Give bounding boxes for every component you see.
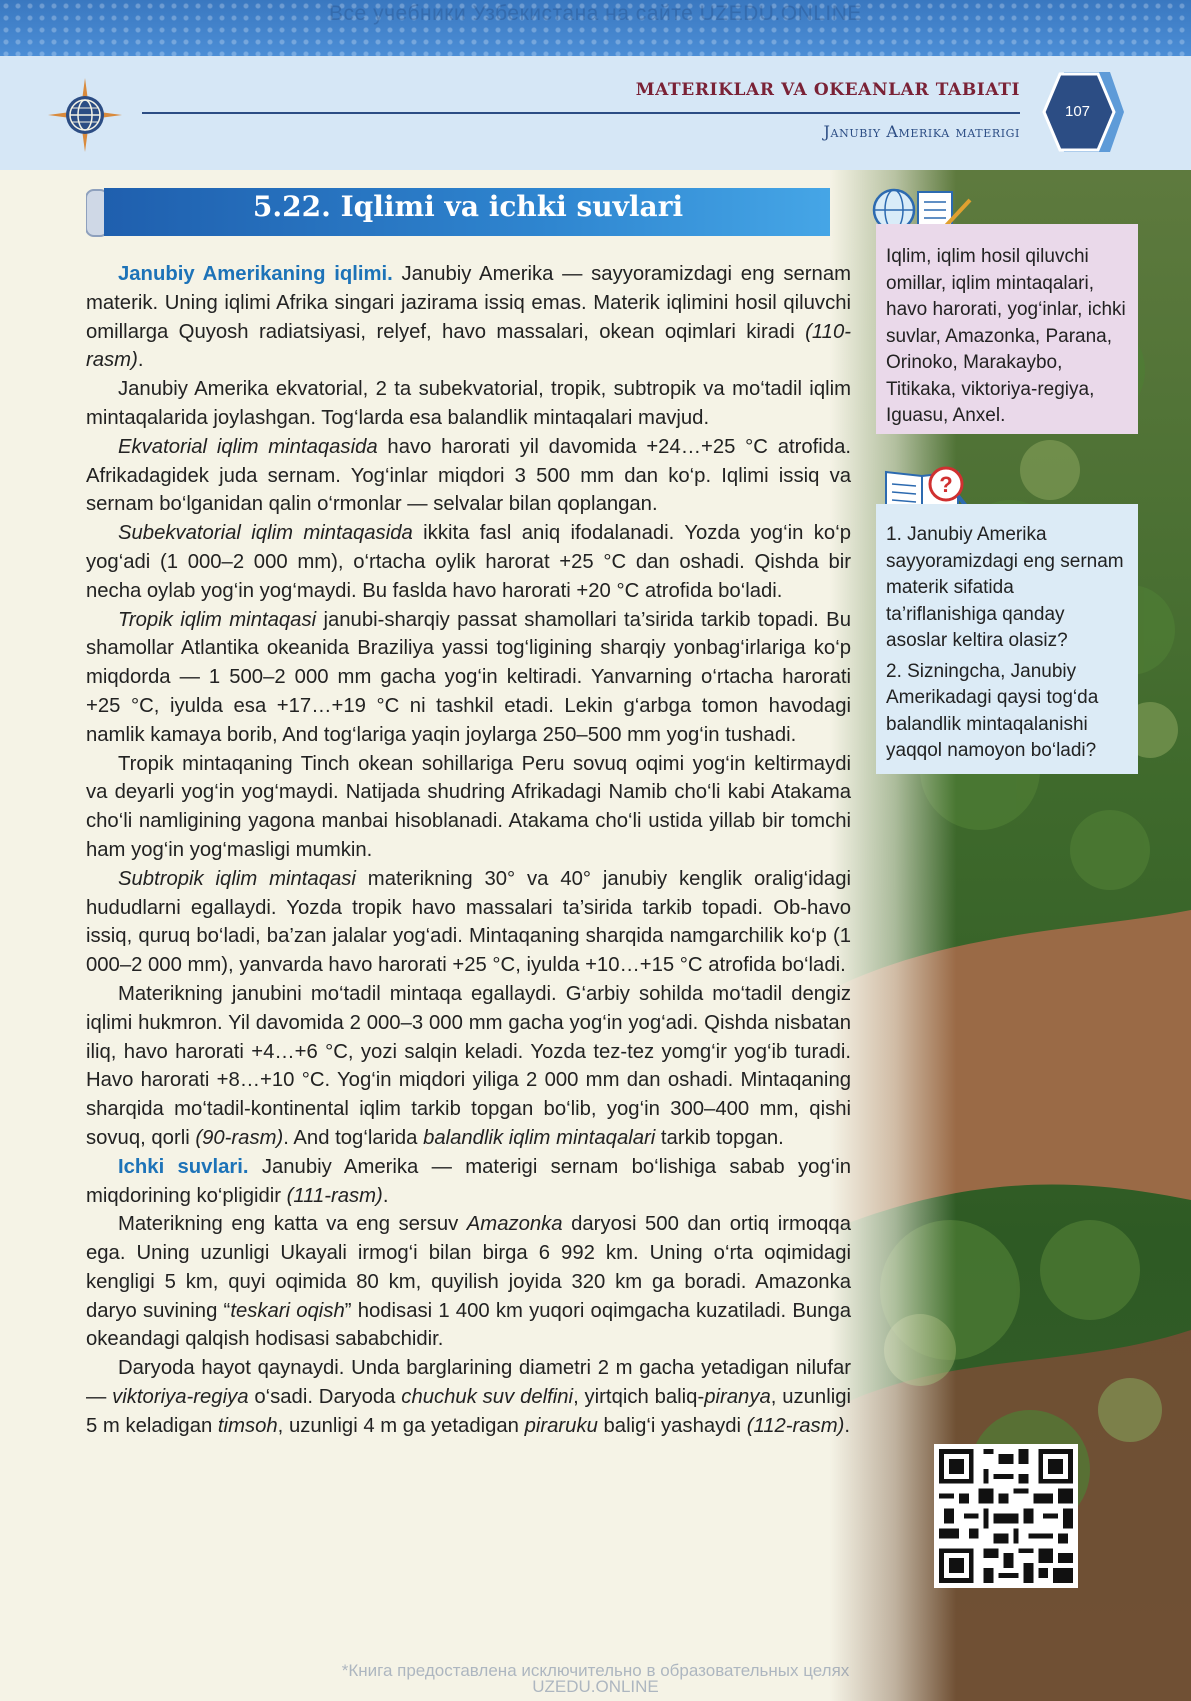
paragraph: Ekvatorial iqlim mintaqasida havo harorati yil davomida +24…+25 °C atrofida. Afrikadagidek juda sernam. Yog‘inlar miqdori 3 500 mm dan ko‘p. Iqlimi issiq va sernam bo‘lganidan qalin o‘rmonlar — selvalar bilan qoplangan. [86,435,851,516]
keywords-box [876,224,1138,434]
paragraph: Janubiy Amerika ekvatorial, 2 ta subekvatorial, tropik, subtropik va mo‘tadil iqlim mintaqalarida joylashgan. Tog‘larda esa balandlik mintaqalari mavjud. [86,378,851,429]
keywords-text: Iqlim, iqlim hosil qiluvchi omillar, iqlim mintaqalari, havo harorati, yog‘inlar, ichki suvlar, Amazonka, Parana, Orinoko, Marakaybo, Titikaka, viktoriya-regiya, Iguasu, Anxel. [886,246,1126,426]
qr-code[interactable] [934,1444,1078,1588]
inland-waters-heading: Ichki suvlari. [118,1155,249,1178]
paragraph: Materikning janubini mo‘tadil mintaqa egallaydi. G‘arbiy sohilda mo‘tadil dengiz iqlimi hukmron. Yil davomida 2 000–3 000 mm gacha yog‘in yog‘adi. Qishda nisbatan iliq, havo harorati +4…+6 °C, yozi salqin keladi. Yozda tez-tez yomg‘ir yog‘ib turadi. Havo harorati +8…+10 °C. Yog‘in miqdori yiliga 2 000 mm dan oshadi. Mintaqaning sharqida mo‘tadil-kontinental iqlim tarkib topgan bo‘lib, yog‘in 300–400 mm, qishi sovuq, qorli (90-rasm). And tog‘larida balandlik iqlim mintaqalari tarkib topgan. [86,982,851,1149]
header-divider [142,112,1020,114]
paragraph: Tropik mintaqaning Tinch okean sohillariga Peru sovuq oqimi yog‘in keltirmaydi va deyarli yog‘in yog‘maydi. Natijada shudring Afrikadagi Namib cho‘li kabi Atakama cho‘li namligining yagona manbai hisoblanadi. Atakama cho‘li ustida yillab bir tomchi ham yog‘in yog‘masligi mumkin. [86,752,851,861]
svg-text:?: ? [939,472,953,497]
paragraph: Daryoda hayot qaynaydi. Unda barglarining diametri 2 m gacha yetadigan nilufar — viktoriya-regiya o‘sadi. Daryoda chuchuk suv delfini, yirtqich baliq-piranya, uzunligi 5 m keladigan timsoh, uzunligi 4 m ga yetadigan piraruku balig‘i yashaydi (112-rasm). [86,1357,851,1437]
paragraph: Tropik iqlim mintaqasi janubi-sharqiy passat shamollari ta’sirida tarkib topadi. Bu shamollar Atlantika okeanida Braziliya yassi tog‘ligining sharqiy yonbag‘irlariga ko‘p miqdorda — 1 500–2 000 mm gacha yog‘in keltiradi. Yanvarning o‘rtacha harorati +25 °C, iyulda esa +17…+19 °C ni tashkil etadi. Lekin g‘arbga tomon havodagi namlik kamaya borib, And tog‘lariga yaqin joylarga 250–500 mm yog‘in tushadi. [86,608,851,746]
paragraph: Materikning eng katta va eng sersuv Amazonka daryosi 500 dan ortiq irmoqqa ega. Uning uzunligi Ukayali irmog‘i bilan birga 6 992 km. Uning o‘rta oqimidagi kengligi 5 km, quyi oqimida 80 km, quyilish joyida 320 km ga boradi. Amazonka daryo suvining “teskari oqish” hodisasi 1 400 km yuqori oqimgacha kuzatiladi. Bunga okeandagi qalqish hodisasi sababchidir. [86,1213,852,1351]
paragraph: Subtropik iqlim mintaqasi materikning 30° va 40° janubiy kenglik oralig‘idagi hududlarni egallaydi. Yozda tropik havo massalari ta’sirida tarkib topadi. Ob-havo issiq, quruq bo‘ladi, ba’zan jalalar yog‘adi. Mintaqaning sharqida namgarchilik ko‘p (1 000–2 000 mm), yanvarda havo harorati +25 °C, iyulda +10…+15 °C atrofida bo‘ladi. [86,867,851,977]
chapter-subtitle: Janubiy Amerika materigi [823,122,1020,141]
top-watermark: Все учебники Узбекистана на сайте UZEDU.ONLINE [329,2,862,25]
paragraph: Subekvatorial iqlim mintaqasida ikkita fasl aniq ifodalanadi. Yozda yog‘in ko‘p yog‘adi (1 000–2 000 mm), o‘rtacha oylik harorat +25 °C dan oshadi. Qishda bir necha oylab yog‘in yog‘maydi. Bu faslda havo harorati +20 °C atrofida bo‘ladi. [86,522,851,602]
chapter-title: MATERIKLAR VA OKEANLAR TABIATI [635,80,1020,100]
paragraph: Janubiy Amerikaning iqlimi. Janubiy Amerika — sayyoramizdagi eng sernam materik. Uning iqlimi Afrika singari jazirama issiq emas. Materik iqlimini hosil qiluvchi omillarga Quyosh radiatsiyasi, relyef, havo massalari, okean oqimlari kiradi (110-rasm). [86,263,851,372]
questions-box [876,504,1138,774]
paragraph: Ichki suvlari. Janubiy Amerika — materigi sernam bo‘lishiga sabab yog‘in miqdorining ko‘pligidir (111-rasm). [86,1155,851,1207]
question-1: 1. Janubiy Amerika sayyoramizdagi eng sernam materik sifatida ta’riflanishiga qanday asoslar keltira olasiz? [886,524,1124,651]
question-2: 2. Sizningcha, Janubiy Amerikadagi qaysi tog‘da balandlik mintaqalanishi yaqqol namoyon bo‘ladi? [886,660,1099,761]
bottom-watermark: *Книга предоставлена исключительно в образовательных целях UZEDU.ONLINE [341,1661,850,1696]
climate-heading: Janubiy Amerikaning iqlimi. [118,263,393,285]
section-title: 5.22. Iqlimi va ichki suvlari [252,190,684,223]
compass-globe-icon [48,78,122,152]
main-text [86,260,851,1441]
page-number: 107 [1064,103,1091,120]
